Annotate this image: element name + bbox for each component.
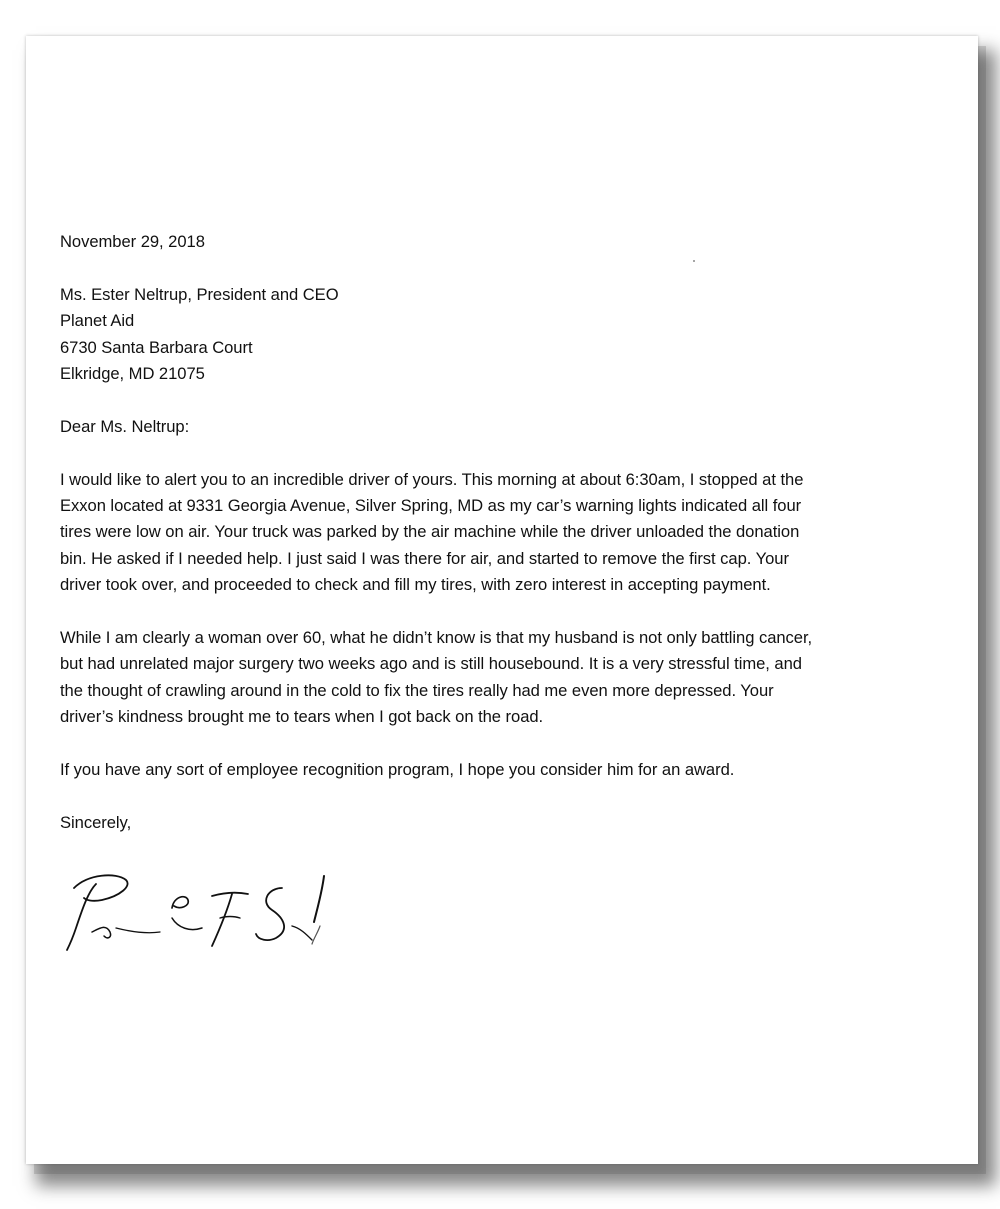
paragraph-line: Exxon located at 9331 Georgia Avenue, Silver Spring, MD as my car’s warning lights indicated all four xyxy=(60,496,802,516)
salutation xyxy=(60,414,968,440)
paragraph-line: the thought of crawling around in the cold to fix the tires really had me even more depressed. Your xyxy=(60,680,774,700)
paragraph-line: driver’s kindness brought me to tears when I got back on the road. xyxy=(60,707,544,727)
paragraph-2 xyxy=(60,625,968,731)
paragraph-line: driver took over, and proceeded to check and fill my tires, with zero interest in accepting payment. xyxy=(60,575,771,595)
salutation-text: Dear Ms. Neltrup: xyxy=(60,416,190,436)
closing xyxy=(60,810,968,836)
paragraph-line: I would like to alert you to an incredible driver of yours. This morning at about 6:30am, I stopped at the xyxy=(60,469,804,489)
paragraph-3 xyxy=(60,757,968,783)
recipient-street: 6730 Santa Barbara Court xyxy=(60,337,253,357)
paper-speck xyxy=(693,260,695,262)
handwritten-signature-icon xyxy=(62,866,352,956)
recipient-city-state-zip: Elkridge, MD 21075 xyxy=(60,364,205,384)
paragraph-line: but had unrelated major surgery two weeks ago and is still housebound. It is a very stressful time, and xyxy=(60,654,802,674)
letter-body xyxy=(60,229,968,836)
letter-date xyxy=(60,229,968,255)
date-text: November 29, 2018 xyxy=(60,232,205,251)
paragraph-line: bin. He asked if I needed help. I just said I was there for air, and started to remove the first cap. Your xyxy=(60,548,789,568)
letter-page xyxy=(26,36,978,1164)
recipient-name-title: Ms. Ester Neltrup, President and CEO xyxy=(60,284,339,304)
recipient-address xyxy=(60,282,968,388)
paragraph-1 xyxy=(60,467,968,599)
closing-text: Sincerely, xyxy=(60,812,132,832)
recipient-organization: Planet Aid xyxy=(60,311,135,331)
paragraph-line: If you have any sort of employee recognition program, I hope you consider him for an award. xyxy=(60,760,735,780)
paragraph-line: tires were low on air. Your truck was parked by the air machine while the driver unloaded the donation xyxy=(60,522,800,542)
paragraph-line: While I am clearly a woman over 60, what he didn’t know is that my husband is not only battling cancer, xyxy=(60,628,813,648)
